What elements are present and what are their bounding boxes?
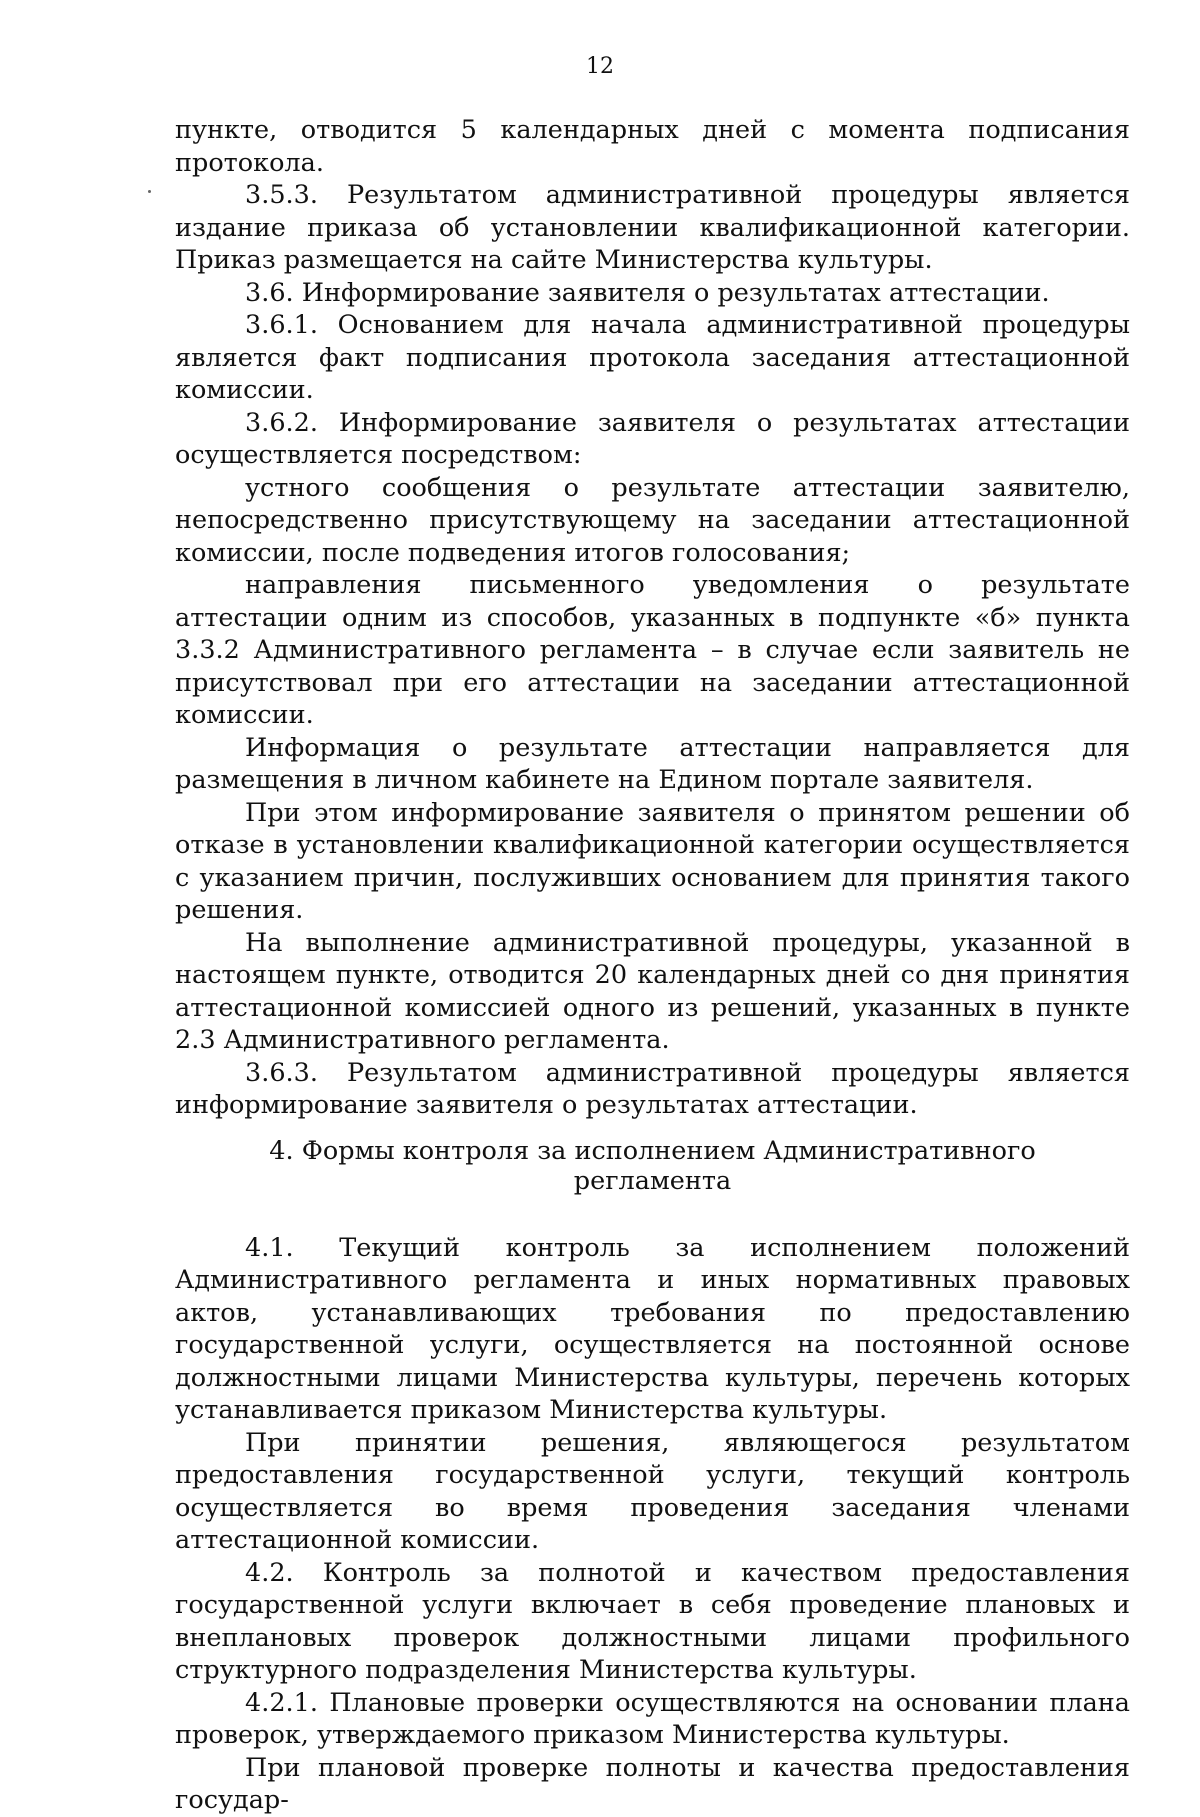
paragraph: 4.2. Контроль за полнотой и качеством предоставления государственной услуги включает в себя проведение плановых и внеплановых проверок должностными лицами профильного структурного подразделения Министерства культуры. (175, 1557, 1130, 1685)
paragraph: При принятии решения, являющегося результатом предоставления государственной услуги, текущий контроль осуществляется во время проведения заседания членами аттестационной комиссии. (175, 1427, 1130, 1555)
section-heading: 4. Формы контроля за исполнением Административного регламента (269, 1135, 1036, 1196)
paragraph: При этом информирование заявителя о принятом решении об отказе в установлении квалификационной категории осуществляется с указанием причин, послуживших основанием для принятия такого решения. (175, 797, 1130, 925)
paragraph: 3.6.3. Результатом административной процедуры является информирование заявителя о результатах аттестации. (175, 1057, 1130, 1120)
paragraph: На выполнение административной процедуры, указанной в настоящем пункте, отводится 20 календарных дней со дня принятия аттестационной комиссией одного из решений, указанных в пункте 2.3 Административного регламента. (175, 927, 1130, 1055)
paragraph: 3.6.1. Основанием для начала административной процедуры является факт подписания протокола заседания аттестационной комиссии. (175, 310, 1130, 405)
paragraph: устного сообщения о результате аттестации заявителю, непосредственно присутствующему на заседании аттестационной комиссии, после подведения итогов голосования; (175, 472, 1130, 568)
document-body (175, 114, 1130, 1817)
paragraph: При плановой проверке полноты и качества предоставления государ- (175, 1752, 1130, 1815)
paragraph: Информация о результате аттестации направляется для размещения в личном кабинете на Едином портале заявителя. (175, 732, 1130, 795)
paragraph: 3.6.2. Информирование заявителя о результатах аттестации осуществляется посредством: (175, 407, 1130, 470)
paragraph: 4.1. Текущий контроль за исполнением положений Административного регламента и иных нормативных правовых актов, устанавливающих требования по предоставлению государственной услуги, осуществляется на постоянной основе должностными лицами Министерства культуры, перечень которых устанавливается приказом Министерства культуры. (175, 1232, 1130, 1425)
page-number: 12 (586, 54, 614, 79)
paragraph: пункте, отводится 5 календарных дней с момента подписания протокола. (175, 115, 1130, 178)
paragraph: 4.2.1. Плановые проверки осуществляются на основании плана проверок, утверждаемого приказом Министерства культуры. (175, 1687, 1130, 1750)
paragraph: 3.5.3. Результатом административной процедуры является издание приказа об установлении квалификационной категории. Приказ размещается на сайте Министерства культуры. (175, 180, 1130, 275)
paragraph: 3.6. Информирование заявителя о результатах аттестации. (245, 277, 1050, 308)
paragraph: направления письменного уведомления о результате аттестации одним из способов, указанных в подпункте «б» пункта 3.3.2 Административного регламента – в случае если заявитель не присутствовал при его аттестации на заседании аттестационной комиссии. (175, 570, 1130, 730)
scan-artifact-dot (148, 190, 151, 193)
